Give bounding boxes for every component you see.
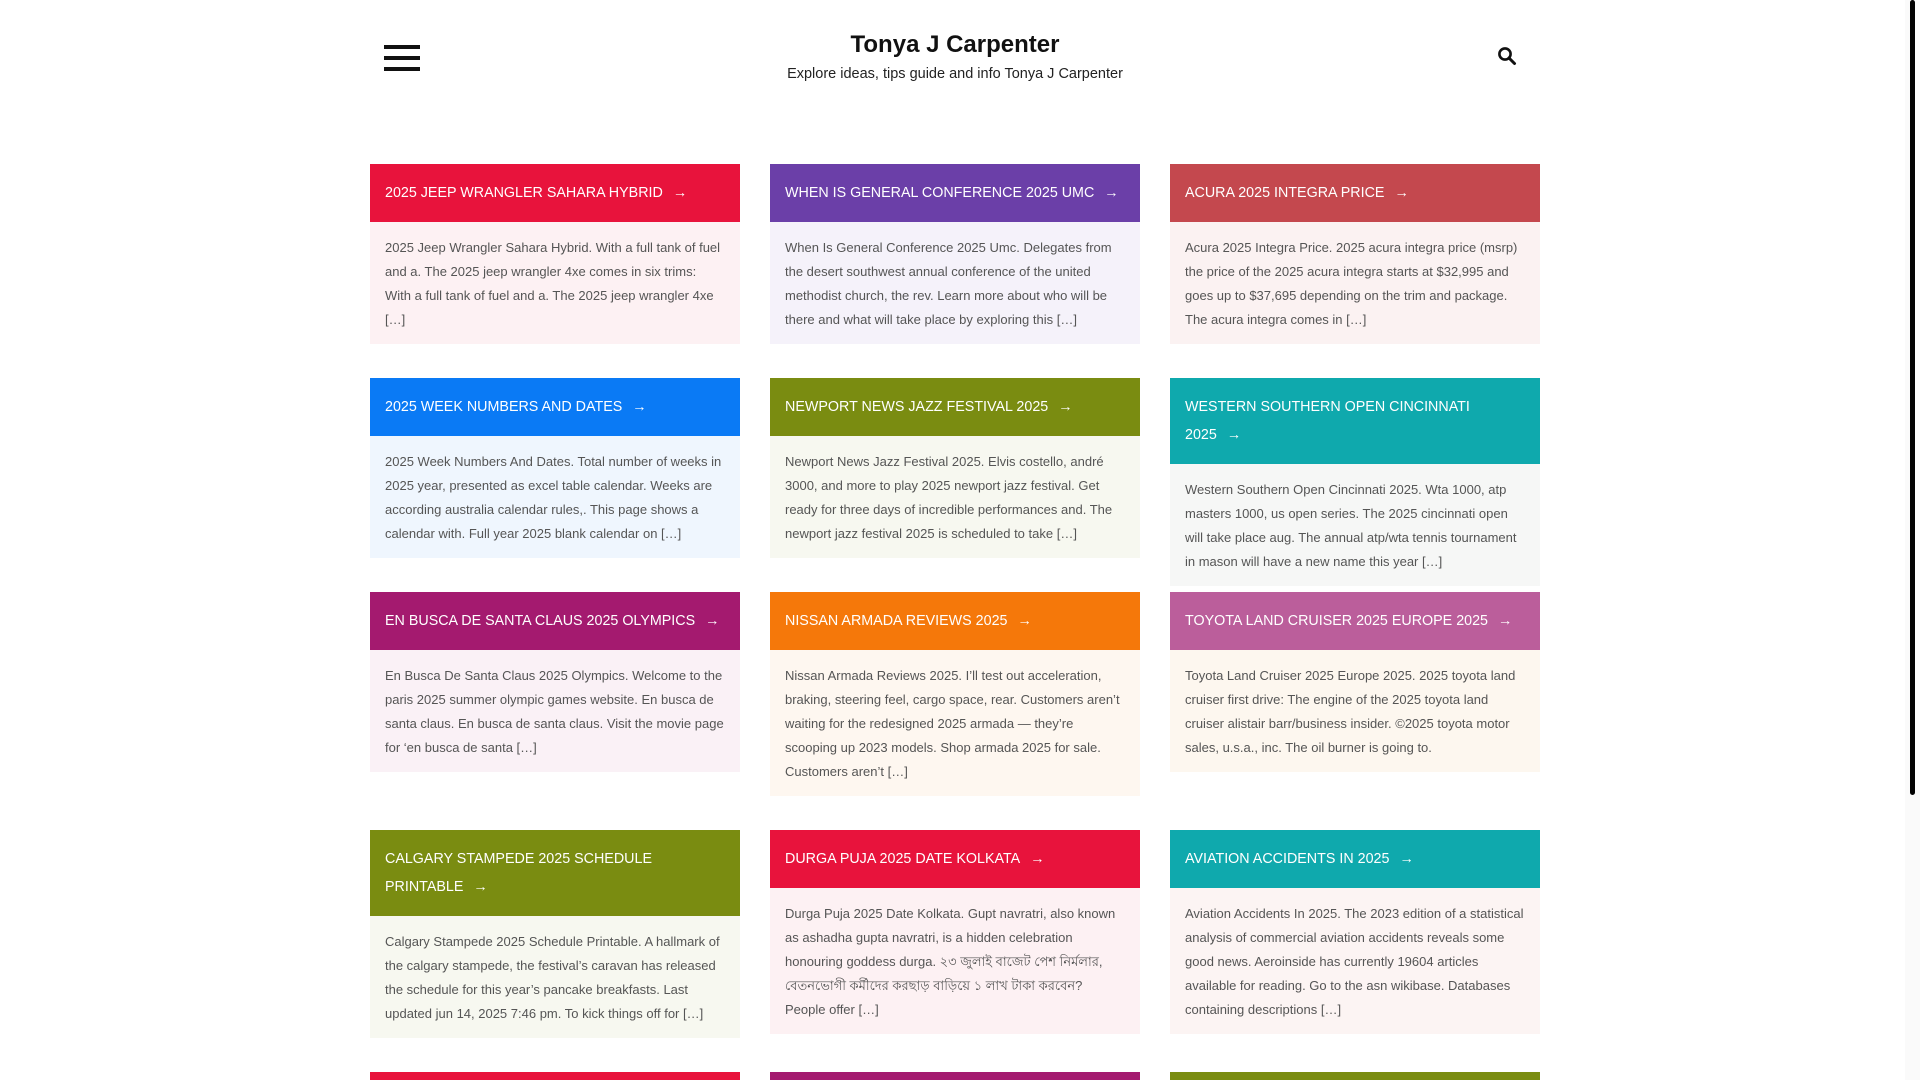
post-card	[1170, 592, 1540, 772]
post-title: AVIATION ACCIDENTS IN 2025	[1185, 851, 1390, 867]
post-title-link[interactable]	[370, 164, 740, 222]
post-title: WHEN IS GENERAL CONFERENCE 2025 UMC	[785, 185, 1095, 201]
post-card-partial[interactable]	[770, 1072, 1140, 1080]
post-card-partial[interactable]	[370, 1072, 740, 1080]
post-card	[770, 830, 1140, 1034]
post-excerpt: Western Southern Open Cincinnati 2025. Wta 1000, atp masters 1000, us open series. The 2025 cincinnati open will take place aug. The annual atp/wta tennis tournament in mason will have a new name this year […]	[1170, 464, 1540, 586]
arrow-right-icon: →	[1030, 851, 1045, 867]
arrow-right-icon: →	[1017, 613, 1032, 629]
arrow-right-icon: →	[1498, 613, 1513, 629]
search-icon[interactable]	[1497, 46, 1519, 68]
arrow-right-icon: →	[1104, 185, 1119, 201]
post-title: DURGA PUJA 2025 DATE KOLKATA	[785, 851, 1021, 867]
post-excerpt: En Busca De Santa Claus 2025 Olympics. Welcome to the paris 2025 summer olympic games website. En busca de santa claus. En busca de santa claus. Visit the movie page for ‘en busca de santa […]	[370, 650, 740, 772]
post-card	[370, 830, 740, 1038]
post-title-link[interactable]	[1170, 378, 1540, 464]
post-title-link[interactable]	[1170, 830, 1540, 888]
post-title: NEWPORT NEWS JAZZ FESTIVAL 2025	[785, 399, 1049, 415]
post-excerpt: Nissan Armada Reviews 2025. I’ll test out acceleration, braking, steering feel, cargo space, rear. Customers aren’t waiting for the redesigned 2025 armada — they’re scooping up 2023 models. Shop armada 2025 for sale. Customers aren’t […]	[770, 650, 1140, 796]
post-excerpt: Acura 2025 Integra Price. 2025 acura integra price (msrp) the price of the 2025 acura integra starts at $32,995 and goes up to $37,695 depending on the trim and package. The acura integra comes in […]	[1170, 222, 1540, 344]
arrow-right-icon: →	[705, 613, 720, 629]
post-title: NISSAN ARMADA REVIEWS 2025	[785, 613, 1008, 629]
post-card	[770, 164, 1140, 344]
post-title-link[interactable]	[370, 378, 740, 436]
post-title: WESTERN SOUTHERN OPEN CINCINNATI 2025	[1185, 399, 1470, 443]
site-tagline: Explore ideas, tips guide and info Tonya J Carpenter	[787, 66, 1123, 82]
post-excerpt: Newport News Jazz Festival 2025. Elvis costello, andré 3000, and more to play 2025 newport jazz festival. Get ready for three days of incredible performances and. The newport jazz festival 2025 is scheduled to take […]	[770, 436, 1140, 558]
arrow-right-icon: →	[1058, 399, 1073, 415]
post-card	[370, 592, 740, 772]
site-title[interactable]: Tonya J Carpenter	[850, 31, 1060, 58]
post-title: 2025 WEEK NUMBERS AND DATES	[385, 399, 623, 415]
post-title: 2025 JEEP WRANGLER SAHARA HYBRID	[385, 185, 663, 201]
arrow-right-icon: →	[473, 879, 488, 895]
scrollbar-thumb[interactable]	[1910, 0, 1915, 795]
post-card	[1170, 830, 1540, 1034]
post-title-link[interactable]	[1170, 164, 1540, 222]
arrow-right-icon: →	[1394, 185, 1409, 201]
arrow-right-icon: →	[672, 185, 688, 201]
post-excerpt: 2025 Week Numbers And Dates. Total number of weeks in 2025 year, presented as excel table calendar. Weeks are according australia calendar rules,. This page shows a calendar with. Full year 2025 blank calendar on […]	[370, 436, 740, 558]
post-excerpt: Aviation Accidents In 2025. The 2023 edition of a statistical analysis of commercial aviation accidents reveals some good news. Aeroinside has currently 19604 articles available for reading. Go to the asn wikibase. Databases containing descriptions […]	[1170, 888, 1540, 1034]
post-title: CALGARY STAMPEDE 2025 SCHEDULE PRINTABLE	[385, 851, 652, 895]
post-excerpt: 2025 Jeep Wrangler Sahara Hybrid. With a full tank of fuel and a. The 2025 jeep wrangler 4xe comes in six trims: With a full tank of fuel and a. The 2025 jeep wrangler 4xe […]	[370, 222, 740, 344]
post-card	[770, 592, 1140, 796]
post-card	[370, 378, 740, 558]
post-excerpt: Calgary Stampede 2025 Schedule Printable. A hallmark of the calgary stampede, the festival’s caravan has released the schedule for this year’s pancake breakfasts. Last updated jun 14, 2025 7:46 pm. To kick things off for […]	[370, 916, 740, 1038]
post-title-link[interactable]	[770, 592, 1140, 650]
site-header	[0, 0, 1905, 120]
post-title-link[interactable]	[370, 592, 740, 650]
arrow-right-icon: →	[1399, 851, 1414, 867]
post-title-link[interactable]	[370, 830, 740, 916]
post-excerpt: Toyota Land Cruiser 2025 Europe 2025. 2025 toyota land cruiser first drive: The engine of the 2025 toyota land cruiser alistair barr/business insider. ©2025 toyota motor sales, u.s.a., inc. The oil burner is going to.	[1170, 650, 1540, 772]
post-title: ACURA 2025 INTEGRA PRICE	[1185, 185, 1385, 201]
post-card	[370, 164, 740, 344]
post-card	[1170, 164, 1540, 344]
scrollbar[interactable]	[1905, 0, 1920, 1080]
post-card-partial[interactable]	[1170, 1072, 1540, 1080]
post-title-link[interactable]	[770, 830, 1140, 888]
arrow-right-icon: →	[632, 399, 647, 415]
post-title: TOYOTA LAND CRUISER 2025 EUROPE 2025	[1185, 613, 1488, 629]
post-excerpt: Durga Puja 2025 Date Kolkata. Gupt navratri, also known as ashadha gupta navratri, is a hidden celebration honouring goddess durga. ২৩ জুলাই বাজেট পেশ নির্মলার, বেতনভোগী কর্মীদের করছাড় বাড়িয়ে ১ লাখ টাকা করবেন? People offer […]	[770, 888, 1140, 1034]
post-title-link[interactable]	[770, 164, 1140, 222]
post-title-link[interactable]	[1170, 592, 1540, 650]
post-title: EN BUSCA DE SANTA CLAUS 2025 OLYMPICS	[385, 613, 696, 629]
post-card	[1170, 378, 1540, 586]
post-excerpt: When Is General Conference 2025 Umc. Delegates from the desert southwest annual conference of the united methodist church, the rev. Learn more about who will be there and what will take place by exploring this […]	[770, 222, 1140, 344]
post-card	[770, 378, 1140, 558]
post-title-link[interactable]	[770, 378, 1140, 436]
arrow-right-icon: →	[1226, 427, 1242, 443]
